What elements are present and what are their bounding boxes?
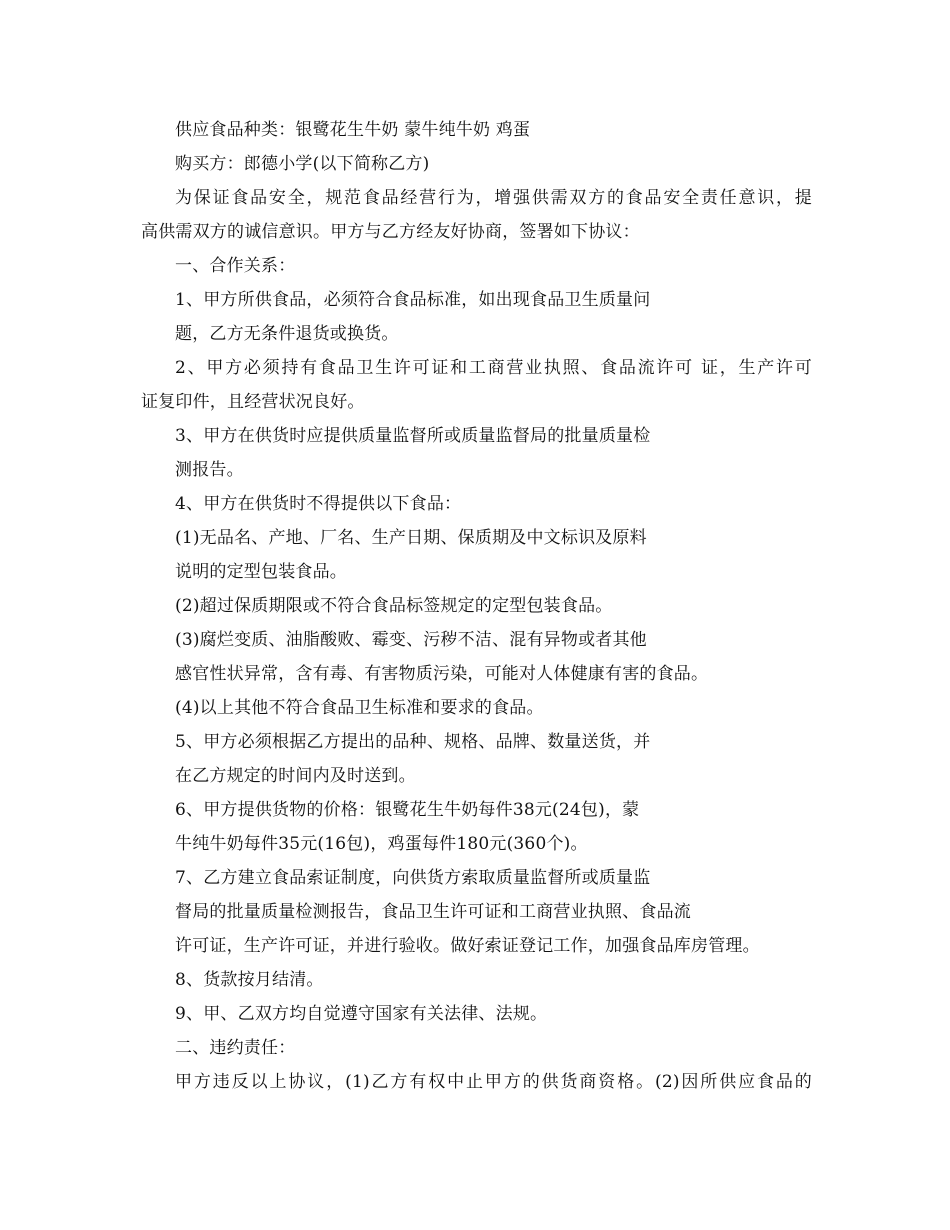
clause-3-line-2: 测报告。 <box>175 460 244 480</box>
text-line-preamble-2: 高供需双方的诚信意识。甲方与乙方经友好协商，签署如下协议： <box>141 222 640 242</box>
text-line-buyer: 购买方：郎德小学(以下简称乙方) <box>175 154 430 174</box>
clause-7-line-1: 7、乙方建立食品索证制度，向供货方索取质量监督所或质量监 <box>175 868 651 888</box>
clause-2-line-2: 证复印件，且经营状况良好。 <box>141 392 365 412</box>
clause-8: 8、货款按月结清。 <box>175 970 324 990</box>
section-heading-liability: 二、违约责任： <box>175 1038 296 1058</box>
text-line-food-types: 供应食品种类：银鹭花生牛奶 蒙牛纯牛奶 鸡蛋 <box>175 120 531 140</box>
clause-6-line-1: 6、甲方提供货物的价格：银鹭花生牛奶每件38元(24包)，蒙 <box>175 800 640 820</box>
clause-4-item-2: (2)超过保质期限或不符合食品标签规定的定型包装食品。 <box>175 596 613 616</box>
liability-line-1: 甲方违反以上协议，(1)乙方有权中止甲方的供货商资格。(2)因所供应食品的 <box>175 1072 812 1092</box>
clause-5-line-1: 5、甲方必须根据乙方提出的品种、规格、品牌、数量送货，并 <box>175 732 651 752</box>
clause-4-item-3-line-2: 感官性状异常，含有毒、有害物质污染，可能对人体健康有害的食品。 <box>175 664 709 684</box>
clause-6-line-2: 牛纯牛奶每件35元(16包)，鸡蛋每件180元(360个)。 <box>175 834 588 854</box>
clause-9: 9、甲、乙双方均自觉遵守国家有关法律、法规。 <box>175 1004 548 1024</box>
clause-4-item-1-line-1: (1)无品名、产地、厂名、生产日期、保质期及中文标识及原料 <box>175 528 647 548</box>
clause-7-line-2: 督局的批量质量检测报告，食品卫生许可证和工商营业执照、食品流 <box>175 902 691 922</box>
section-heading-cooperation: 一、合作关系： <box>175 256 296 276</box>
clause-4-item-1-line-2: 说明的定型包装食品。 <box>175 562 347 582</box>
clause-3-line-1: 3、甲方在供货时应提供质量监督所或质量监督局的批量质量检 <box>175 426 651 446</box>
clause-2-line-1: 2、甲方必须持有食品卫生许可证和工商营业执照、食品流许可 证，生产许可 <box>175 358 812 378</box>
clause-5-line-2: 在乙方规定的时间内及时送到。 <box>175 766 416 786</box>
clause-7-line-3: 许可证，生产许可证，并进行验收。做好索证登记工作，加强食品库房管理。 <box>175 936 760 956</box>
clause-1-line-1: 1、甲方所供食品，必须符合食品标准，如出现食品卫生质量问 <box>175 290 651 310</box>
clause-4-item-3-line-1: (3)腐烂变质、油脂酸败、霉变、污秽不洁、混有异物或者其他 <box>175 630 647 650</box>
text-line-preamble-1: 为保证食品安全，规范食品经营行为，增强供需双方的食品安全责任意识，提 <box>175 188 812 208</box>
clause-4-line-1: 4、甲方在供货时不得提供以下食品： <box>175 494 462 514</box>
clause-4-item-4: (4)以上其他不符合食品卫生标准和要求的食品。 <box>175 698 544 718</box>
clause-1-line-2: 题，乙方无条件退货或换货。 <box>175 324 399 344</box>
